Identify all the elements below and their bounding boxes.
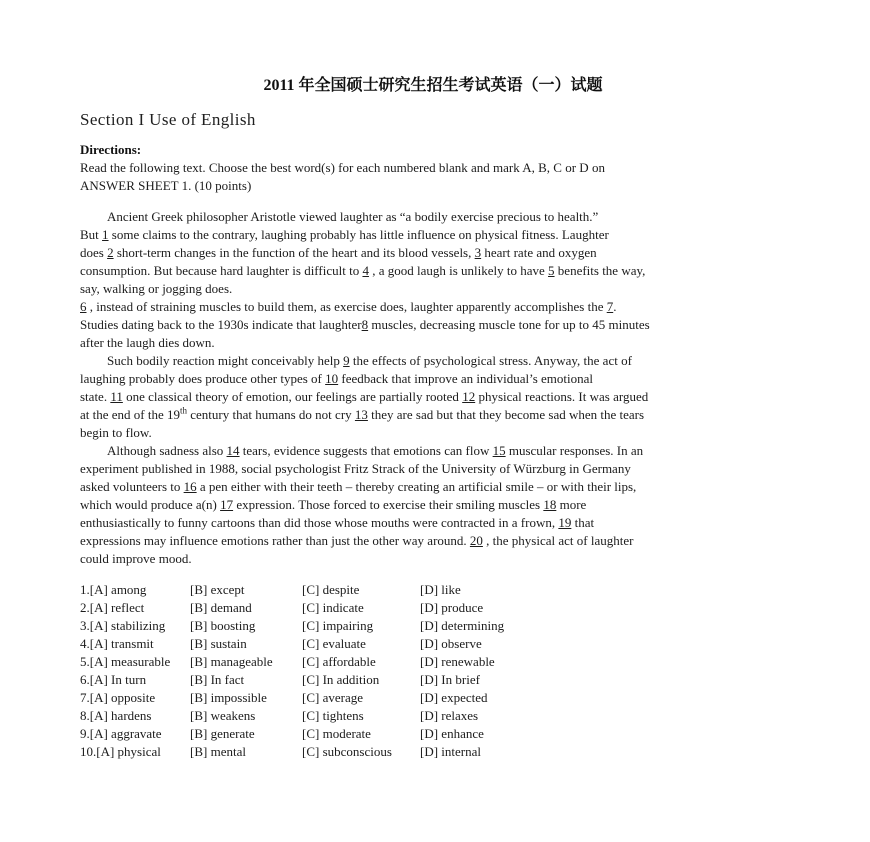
option-row <box>80 725 792 743</box>
option-cell: [B] generate <box>190 726 255 741</box>
option-row <box>80 635 792 653</box>
option-cell: 6.[A] In turn <box>80 672 147 687</box>
option-cell: [C] despite <box>302 582 360 597</box>
option-cell: [D] enhance <box>420 726 484 741</box>
option-cell: 7.[A] opposite <box>80 690 156 705</box>
option-cell: [B] except <box>190 582 245 597</box>
option-cell: [D] relaxes <box>420 708 479 723</box>
option-cell: [C] In addition <box>302 672 380 687</box>
option-cell: [B] mental <box>190 744 246 759</box>
option-cell: [C] indicate <box>302 600 364 615</box>
options-list <box>80 581 792 761</box>
option-cell: 3.[A] stabilizing <box>80 618 166 633</box>
option-cell: 5.[A] measurable <box>80 654 171 669</box>
option-row <box>80 707 792 725</box>
option-row <box>80 689 792 707</box>
option-cell: 1.[A] among <box>80 582 147 597</box>
option-cell: [D] observe <box>420 636 482 651</box>
option-cell: [C] subconscious <box>302 744 392 759</box>
option-cell: [D] internal <box>420 744 482 759</box>
option-cell: 10.[A] physical <box>80 744 161 759</box>
option-cell: [D] In brief <box>420 672 480 687</box>
section-heading: Section I Use of English <box>80 110 256 129</box>
option-cell: [B] sustain <box>190 636 247 651</box>
option-cell: 8.[A] hardens <box>80 708 152 723</box>
option-row <box>80 581 792 599</box>
option-cell: [B] manageable <box>190 654 273 669</box>
option-row <box>80 599 792 617</box>
option-cell: 9.[A] aggravate <box>80 726 162 741</box>
option-cell: [C] moderate <box>302 726 371 741</box>
option-row <box>80 743 792 761</box>
option-cell: [C] impairing <box>302 618 374 633</box>
option-row <box>80 617 792 635</box>
directions-label: Directions: <box>80 142 142 157</box>
option-cell: [D] expected <box>420 690 488 705</box>
option-cell: [C] affordable <box>302 654 376 669</box>
passage-paragraph: Although sadness also 14 tears, evidence suggests that emotions can flow 15 muscular responses. In an experiment published in 1988, social psychologist Fritz Strack of the University of Würzburg in Germany asked volunteers to 16 a pen either with their teeth – thereby creating an artificial smile – or with their lips, which would produce a(n) 17 expression. Those forced to exercise their smiling muscles 18 more enthusiastically to funny cartoons than did those whose mouths were contracted in a frown, 19 that expressions may influence emotions rather than just the other way around. 20 , the physical act of laughter could improve mood. <box>80 443 644 566</box>
option-cell: 2.[A] reflect <box>80 600 145 615</box>
option-row <box>80 653 792 671</box>
passage-paragraph: 6 , instead of straining muscles to build them, as exercise does, laughter apparently accomplishes the 7. Studies dating back to the 1930s indicate that laughter8 muscles, decreasing muscle tone for up to 45 minutes after the laugh dies down. <box>80 299 650 350</box>
exam-title: 2011 年全国硕士研究生招生考试英语（一）试题 <box>263 77 603 94</box>
directions-text: Read the following text. Choose the best word(s) for each numbered blank and mark A, B, C or D on ANSWER SHEET 1. (10 points) <box>80 160 605 193</box>
option-row <box>80 671 792 689</box>
option-cell: [C] tightens <box>302 708 364 723</box>
option-cell: [B] impossible <box>190 690 267 705</box>
option-cell: [D] produce <box>420 600 484 615</box>
option-cell: [B] weakens <box>190 708 256 723</box>
option-cell: [B] boosting <box>190 618 256 633</box>
option-cell: 4.[A] transmit <box>80 636 154 651</box>
option-cell: [B] demand <box>190 600 252 615</box>
option-cell: [D] determining <box>420 618 505 633</box>
option-cell: [C] average <box>302 690 363 705</box>
option-cell: [B] In fact <box>190 672 245 687</box>
passage-paragraph: Ancient Greek philosopher Aristotle viewed laughter as “a bodily exercise precious to health.” But 1 some claims to the contrary, laughing probably has little influence on physical fitness. Laughter does 2 short-term changes in the function of the heart and its blood vessels, 3 heart rate and oxygen consumption. But because hard laughter is difficult to 4 , a good laugh is unlikely to have 5 benefits the way, say, walking or jogging does. <box>80 209 646 296</box>
option-cell: [D] renewable <box>420 654 495 669</box>
passage-paragraph: Such bodily reaction might conceivably help 9 the effects of psychological stress. Anyway, the act of laughing probably does produce other types of 10 feedback that improve an individual’s emotional state. 11 one classical theory of emotion, our feelings are partially rooted 12 physical reactions. It was argued at the end of the 19th century that humans do not cry 13 they are sad but that they become sad when the tears begin to flow. <box>80 353 649 440</box>
passage <box>80 208 792 568</box>
option-cell: [C] evaluate <box>302 636 366 651</box>
option-cell: [D] like <box>420 582 461 597</box>
